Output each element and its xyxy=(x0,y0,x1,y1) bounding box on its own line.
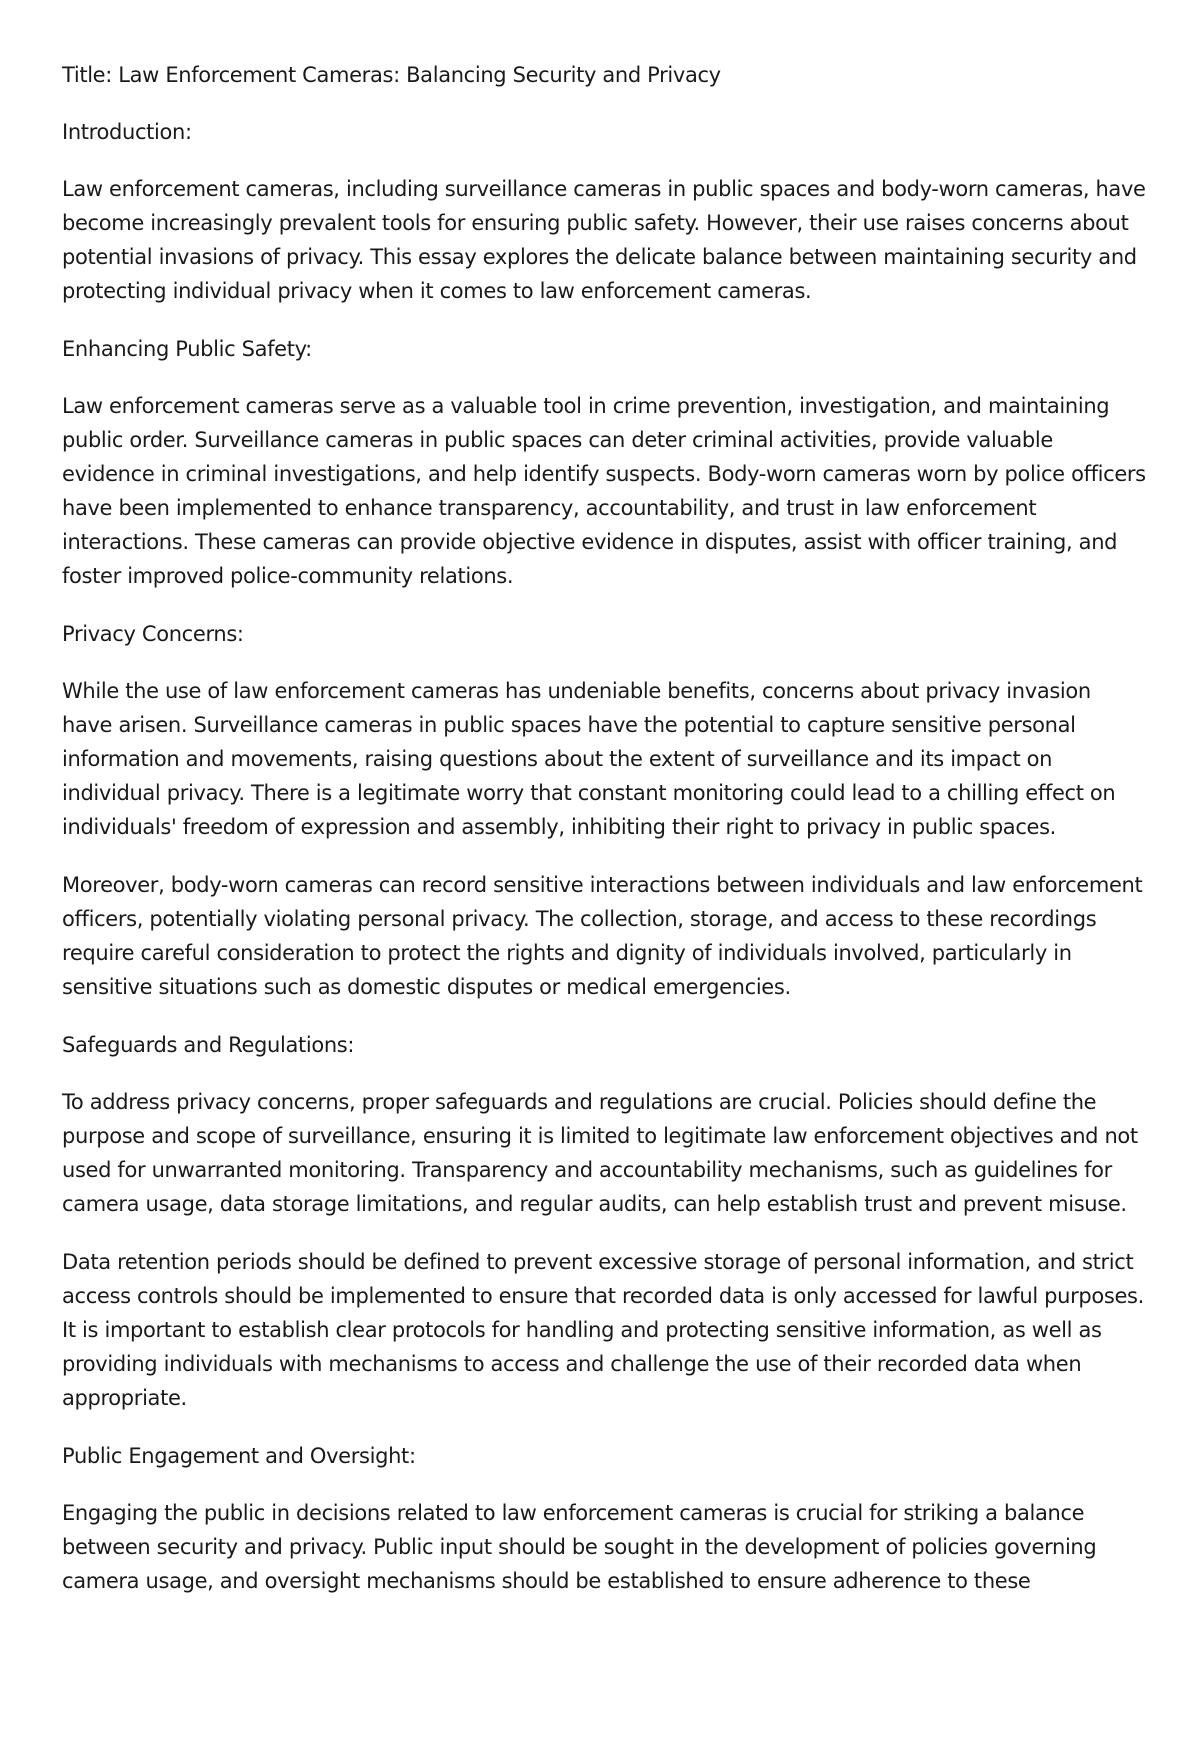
paragraph-safeguards-2: Data retention periods should be defined to prevent excessive storage of personal information, and strict access controls should be implemented to ensure that recorded data is only accessed for lawful purposes. It is important to establish clear protocols for handling and protecting sensitive information, as well as providing individuals with mechanisms to access and challenge the use of their recorded data when appropriate. xyxy=(62,1250,1144,1410)
section-heading-engagement: Public Engagement and Oversight: xyxy=(62,1444,416,1468)
paragraph-public-safety: Law enforcement cameras serve as a valuable tool in crime prevention, investigation, and maintaining public order. Surveillance cameras in public spaces can deter criminal activities, provide valuable evidence in criminal investigations, and help identify suspects. Body-worn cameras worn by police officers have been implemented to enhance transparency, accountability, and trust in law enforcement interactions. These cameras can provide objective evidence in disputes, assist with officer training, and foster improved police-community relations. xyxy=(62,394,1146,588)
section-heading-privacy: Privacy Concerns: xyxy=(62,622,244,646)
section-heading-introduction: Introduction: xyxy=(62,120,192,144)
paragraph-introduction: Law enforcement cameras, including surveillance cameras in public spaces and body-worn cameras, have become increasingly prevalent tools for ensuring public safety. However, their use raises concerns about potential invasions of privacy. This essay explores the delicate balance between maintaining security and protecting individual privacy when it comes to law enforcement cameras. xyxy=(62,177,1146,303)
paragraph-safeguards-1: To address privacy concerns, proper safeguards and regulations are crucial. Policies should define the purpose and scope of surveillance, ensuring it is limited to legitimate law enforcement objectives and not used for unwarranted monitoring. Transparency and accountability mechanisms, such as guidelines for camera usage, data storage limitations, and regular audits, can help establish trust and prevent misuse. xyxy=(62,1090,1138,1216)
section-heading-safeguards: Safeguards and Regulations: xyxy=(62,1033,355,1057)
document-body xyxy=(62,58,1147,1622)
section-heading-public-safety: Enhancing Public Safety: xyxy=(62,337,312,361)
paragraph-privacy-1: While the use of law enforcement cameras has undeniable benefits, concerns about privacy invasion have arisen. Surveillance cameras in public spaces have the potential to capture sensitive personal information and movements, raising questions about the extent of surveillance and its impact on individual privacy. There is a legitimate worry that constant monitoring could lead to a chilling effect on individuals' freedom of expression and assembly, inhibiting their right to privacy in public spaces. xyxy=(62,679,1116,839)
document-title: Title: Law Enforcement Cameras: Balancing Security and Privacy xyxy=(62,63,721,87)
paragraph-engagement: Engaging the public in decisions related to law enforcement cameras is crucial for striking a balance between security and privacy. Public input should be sought in the development of policies governing camera usage, and oversight mechanisms should be established to ensure adherence to these xyxy=(62,1501,1097,1593)
paragraph-privacy-2: Moreover, body-worn cameras can record sensitive interactions between individuals and law enforcement officers, potentially violating personal privacy. The collection, storage, and access to these recordings require careful consideration to protect the rights and dignity of individuals involved, particularly in sensitive situations such as domestic disputes or medical emergencies. xyxy=(62,873,1143,999)
